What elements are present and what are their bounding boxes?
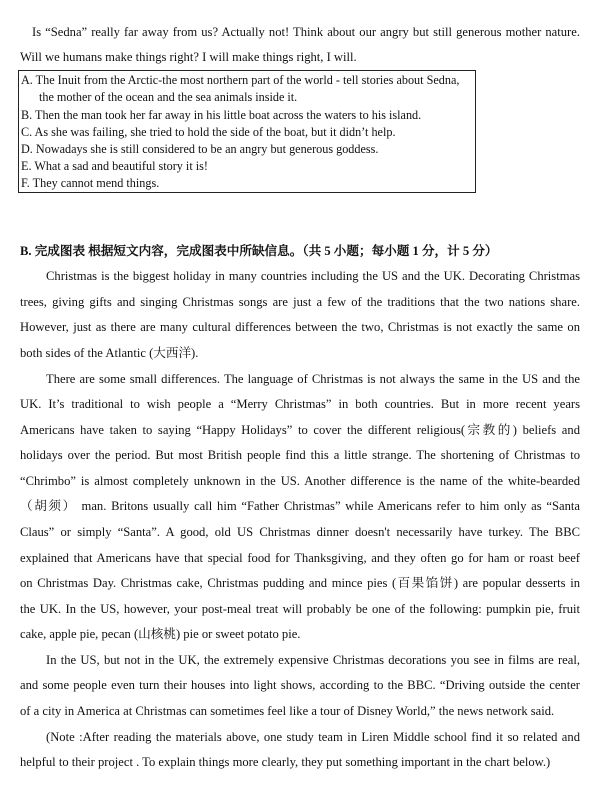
note-line: helpful to their project . To explain things more clearly, they put something important in the chart below.) [20,755,551,769]
passage-line: However, just as there are many cultural differences between the two, Christmas is not exactly the same on [20,320,580,334]
option-d: D. Nowadays she is still considered to be an angry but generous goddess. [21,142,379,156]
option-c: C. As she was failing, she tried to hold the side of the boat, but it didn’t help. [21,125,396,139]
option-a: A. The Inuit from the Arctic-the most northern part of the world - tell stories about Sedna, [21,73,460,87]
passage-line: There are some small differences. The language of Christmas is not always the same in the US and the [46,372,580,386]
option-a-continued: the mother of the ocean and the sea animals inside it. [39,90,298,104]
section-b-heading: B. 完成图表 根据短文内容，完成图表中所缺信息。（共 5 小题；每小题 1 分，计 5 分） [20,244,498,258]
intro-line-1: Is “Sedna” really far away from us? Actually not! Think about our angry but still generous mother nature. [32,25,580,39]
passage-line: Americans have taken to saying “Happy Holidays” to cover the different religious(宗教的) beliefs and [20,423,580,437]
passage-line: both sides of the Atlantic (大西洋). [20,346,199,360]
passage-line: Christmas is the biggest holiday in many countries including the US and the UK. Decorating Christmas [46,269,580,283]
passage-line: explained that Americans have that special food for Thanksgiving, and they often go for ham or roast beef [20,551,580,565]
passage-line: In the US, but not in the UK, the extremely expensive Christmas decorations you see in films are real, [46,653,580,667]
passage-line: Claus” or simply “Santa”. A good, old US Christmas dinner doesn't necessarily have turkey. The BBC [20,525,580,539]
passage-line: on Christmas Day. Christmas cake, Christmas pudding and mince pies (百果馅饼) are popular desserts in [20,576,580,590]
passage-line: holidays over the period. But most British people find this a little strange. The shortening of Christmas to [20,448,580,462]
passage-line: and some people even turn their houses into light shows, according to the BBC. “Driving outside the center [20,678,580,692]
passage-line: “Chrimbo” is almost completely unknown in the US. Another difference is the name of the white-bearded [20,474,580,488]
passage-line: the UK. In the US, however, your post-meal treat will probably be one of the following: pumpkin pie, fruit [20,602,580,616]
note-line: (Note :After reading the materials above, one study team in Liren Middle school find it so related and [46,730,580,744]
options-box [18,70,476,193]
passage-line: trees, giving gifts and singing Christmas songs are just a few of the traditions that the two nations share. [20,295,580,309]
option-b: B. Then the man took her far away in his little boat across the waters to his island. [21,108,422,122]
passage-line: UK. It’s traditional to wish people a “Merry Christmas” in both countries. But in more recent years [20,397,580,411]
option-f: F. They cannot mend things. [21,176,160,190]
intro-line-2: Will we humans make things right? I will make things right, I will. [20,50,357,64]
passage-line: cake, apple pie, pecan (山核桃) pie or sweet potato pie. [20,627,301,641]
passage-line: （胡须） man. Britons usually call him “Father Christmas” while Americans refer to him only as “Santa [20,499,580,513]
passage-line: of a city in America at Christmas can sometimes feel like a tour of Disney World,” the news network said. [20,704,555,718]
option-e: E. What a sad and beautiful story it is! [21,159,208,173]
